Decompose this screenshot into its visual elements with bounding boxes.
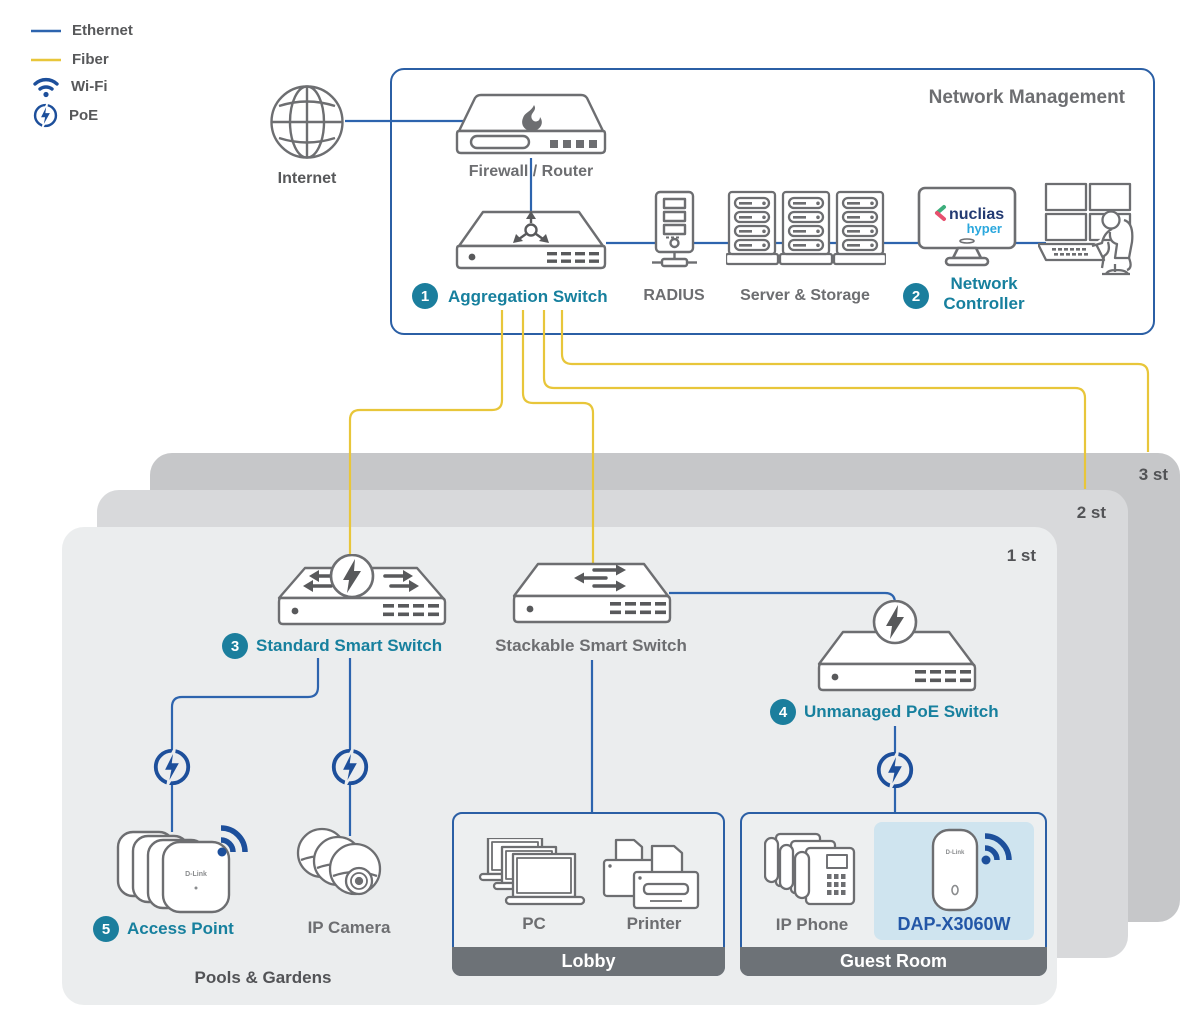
legend-ethernet-label: Ethernet: [72, 22, 133, 39]
poe-icon: [329, 746, 371, 788]
floor-2-label: 2 st: [1076, 503, 1106, 522]
aggregation-switch-label: Aggregation Switch: [448, 287, 608, 306]
radius-server-icon: [651, 190, 697, 274]
badge-3: 3: [222, 633, 248, 659]
server-storage-label: Server & Storage: [740, 287, 870, 304]
firewall-router-icon: [455, 93, 607, 159]
network-controller-monitor: [916, 186, 1018, 270]
network-controller-label: Network Controller: [943, 274, 1025, 313]
dlink-logo-text: D-Link: [945, 850, 965, 856]
fiber-line-swatch: [30, 57, 62, 63]
operator-desk-icon: [1038, 182, 1142, 276]
pools-gardens-label: Pools & Gardens: [194, 968, 332, 987]
dap-x3060w-icon: [930, 828, 980, 914]
ip-phone-icon: [764, 832, 866, 912]
printer-icon: [600, 838, 704, 914]
dap-x3060w-label: DAP-X3060W: [897, 914, 1011, 934]
guest-room-box: [740, 812, 1047, 976]
poe-icon: [874, 749, 916, 791]
standard-smart-switch-icon: [275, 554, 447, 630]
server-storage-icon: [726, 190, 886, 270]
radius-label: RADIUS: [643, 287, 705, 304]
poe-icon: [32, 102, 59, 129]
pc-label: PC: [522, 914, 546, 933]
legend-item-poe: [32, 102, 98, 129]
wifi-signal-icon: [980, 832, 1016, 866]
legend-wifi-label: Wi-Fi: [71, 77, 108, 95]
aggregation-switch-icon: [455, 210, 607, 274]
access-point-label: Access Point: [127, 919, 234, 938]
unmanaged-poe-switch-label: Unmanaged PoE Switch: [804, 702, 999, 721]
internet-globe-icon: [269, 84, 345, 160]
ip-phone-label: IP Phone: [775, 915, 849, 934]
legend-poe-label: PoE: [69, 107, 99, 124]
standard-smart-switch-label: Standard Smart Switch: [256, 636, 443, 655]
poe-icon: [151, 746, 193, 788]
legend-item-fiber: [30, 51, 109, 68]
badge-5: 5: [93, 916, 119, 942]
nuclias-brand-text: nuclias: [949, 206, 1005, 223]
floor-1-label: 1 st: [1006, 546, 1036, 565]
floor-3-label: 3 st: [1138, 465, 1168, 484]
guest-room-title-bar: Guest Room: [740, 947, 1047, 976]
printer-label: Printer: [626, 914, 682, 933]
wifi-signal-icon: [216, 824, 252, 858]
legend-fiber-label: Fiber: [72, 51, 109, 68]
badge-4: 4: [770, 699, 796, 725]
dlink-logo-text: D-Link: [185, 871, 207, 878]
stackable-smart-switch-icon: [510, 556, 672, 626]
pc-icon: [478, 838, 590, 912]
network-management-title: Network Management: [928, 87, 1125, 108]
lobby-title-bar: Lobby: [452, 947, 725, 976]
lobby-box: [452, 812, 725, 976]
firewall-router-label: Firewall / Router: [468, 163, 594, 180]
legend-item-wifi: [31, 74, 108, 98]
unmanaged-poe-switch-icon: [815, 600, 977, 694]
ip-camera-label: IP Camera: [307, 918, 391, 937]
access-point-icon: [116, 826, 232, 914]
legend-item-ethernet: [30, 22, 133, 39]
wifi-icon: [31, 74, 61, 98]
ip-camera-icon: [295, 826, 405, 908]
badge-1: 1: [412, 283, 438, 309]
nuclias-sub-text: hyper: [966, 221, 1002, 236]
internet-label: Internet: [277, 170, 337, 187]
stackable-smart-switch-label: Stackable Smart Switch: [495, 636, 687, 655]
ethernet-line-swatch: [30, 28, 62, 34]
badge-2: 2: [903, 283, 929, 309]
